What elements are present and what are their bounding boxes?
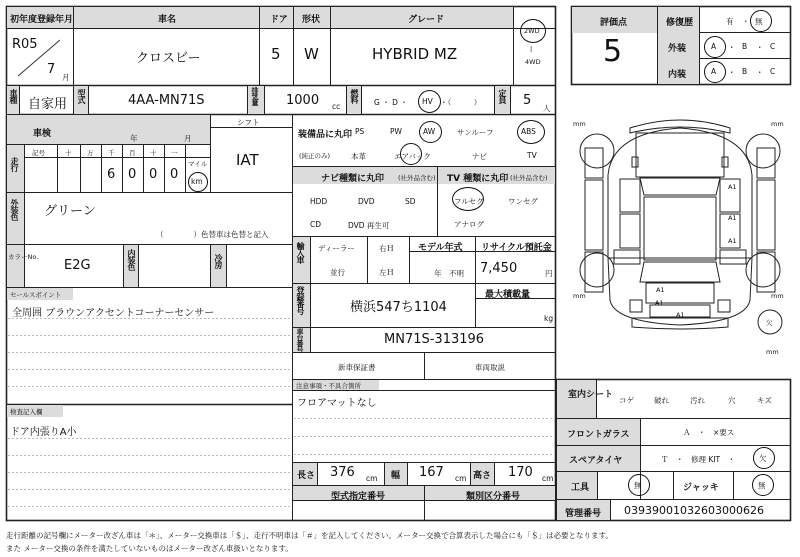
exterior-c: C [770,42,776,51]
registration-value: 横浜547ち1104 [350,300,447,315]
windshield-options: Ａ ・ ×要ス [683,428,735,437]
tv-sub: (社外品含む) [510,174,548,182]
model-value: 4AA-MN71S [128,93,205,108]
digit-header-1k: 千 [108,149,115,157]
damage-mark: A1 [728,183,737,191]
usage-label: 車種 [9,89,18,103]
windshield-label: フロントガラス [567,430,630,440]
kg-unit: kg [544,314,554,323]
capacity-label: 定員 [498,89,507,103]
damage-mark: A1 [728,237,737,245]
import-parallel: 並行 [330,268,345,277]
shape-label: 形状 [302,15,321,25]
type-cert-label: 型式指定番号 [331,492,386,502]
tread-mm: mm [766,348,779,356]
navi-cd: CD [310,220,322,229]
inspection-label: 車検 [33,129,52,139]
mileage-notation: 記号 [32,149,45,157]
km-unit: km [191,177,203,186]
inspector-text: ドア内張りA小 [10,427,77,438]
first-reg-month: 7 [47,62,56,77]
navi-label: ナビ種類に丸印 [321,174,385,184]
chassis-value: MN71S-313196 [384,332,485,347]
length-unit: cm [366,474,378,483]
tread-mm: mm [771,292,784,300]
door-label: ドア [270,15,288,25]
height-unit: cm [542,474,554,483]
grade-value: HYBRID MZ [372,45,458,63]
mileage-label: 走行 [10,157,19,171]
digit-header-10k: 万 [87,149,94,157]
caution-label: 注意事項・不具合箇所 [296,382,361,390]
inspection-month: 月 [184,134,192,143]
first-reg-label: 初年度登録年月 [10,15,74,25]
caution-text: フロアマットなし [297,398,377,409]
digit-header-100k: 十 [65,149,72,157]
width-label: 幅 [391,471,401,481]
cc-unit: cc [332,102,341,111]
tools-label: 工具 [571,483,590,493]
damage-mark: A1 [676,311,685,319]
equip-airbag: エアバック [394,152,431,161]
navi-sd: SD [405,197,416,206]
mileage-digit: 6 [107,167,116,182]
mileage-digit: 0 [149,167,158,182]
interior-b: B [742,67,748,76]
exterior-dot1: ・ [728,43,736,52]
equip-leather: 本革 [351,152,366,161]
interior-a: A [711,67,717,76]
recycle-label: リサイクル預託金 [481,243,552,253]
interior-dot2: ・ [756,68,764,77]
seat-hole: 穴 [728,396,736,405]
equipment-label: 装備品に丸印 [298,130,353,140]
tread-mm: mm [573,120,586,128]
score-label: 評価点 [600,18,628,28]
exterior-dot2: ・ [756,43,764,52]
tv-label: TV 種類に丸印 [447,174,509,184]
equip-pw: PW [390,127,402,136]
equip-ps: PS [355,127,365,136]
drive-2wd: 2WD [524,27,540,35]
displacement-value: 1000 [286,93,320,108]
fuel-label: 燃料 [350,89,359,103]
tv-fullseg: フルセグ [454,197,484,206]
exterior-grade-label: 外装 [668,44,687,54]
car-name: クロスビー [136,51,201,66]
spare-tire-label: スペアタイヤ [569,456,623,466]
repair-no: 無 [755,17,763,26]
month-unit: 月 [62,73,70,82]
equip-tv: TV [527,151,537,160]
mile-unit: マイル [188,160,208,168]
management-label: 管理番号 [565,509,602,519]
footer-note-1: 走行距離の記号欄にメーター改ざん車は「＊」、メーター交換車は「＄」、走行不明車は「＃」を記入してください。メーター交換で合算表示した場合にも「＄」は必要となります。 [6,531,613,540]
management-value: 03939001032603000626 [624,504,764,517]
class-code-label: 類別区分番号 [466,492,521,502]
car-name-label: 車名 [158,15,177,25]
tread-mm: mm [771,120,784,128]
equip-abs: ABS [521,127,536,136]
navi-dvd: DVD [358,197,375,206]
footer-note-2: また メーター交換の条件を満たしていないものはメーター改ざん車扱いとなります。 [6,544,293,553]
exterior-a: A [711,42,717,51]
displacement-label: 排気量 [251,87,259,105]
damage-mark: A1 [656,286,665,294]
import-dealer: ディーラー [318,244,355,253]
seat-scratch: キズ [757,396,772,405]
exterior-color-value: グリーン [44,204,96,219]
digit-header-100: 百 [129,149,136,157]
recycle-value: 7,450 [480,261,518,276]
seat-tear: 破れ [654,396,669,405]
exterior-color-label: 外装色 [10,199,19,220]
max-load-label: 最大積載量 [485,290,531,300]
digit-header-1: 一 [171,149,178,157]
ac-label: 冷房 [214,254,223,268]
repair-yes: 有 [726,17,734,26]
damage-mark: A1 [728,214,737,222]
model-year-value: 年 不明 [434,269,464,278]
length-label: 長さ [297,471,316,481]
color-no-value: E2G [64,258,91,273]
registration-label: 登録番号 [296,286,305,314]
seat-burn: コゲ [619,396,634,405]
exterior-b: B [742,42,748,51]
jack-label: ジャッキ [683,483,719,493]
navi-dvd-play: DVD 再生可 [348,221,390,230]
tv-analog: アナログ [454,220,484,229]
yen-unit: 円 [545,269,553,278]
new-car-warranty: 新車保証書 [338,363,376,372]
tread-mm: mm [573,292,586,300]
first-reg-year: R05 [12,37,38,52]
shift-label: シフト [237,118,260,127]
import-left-hand: 左Ｈ [379,268,394,277]
capacity-value: 5 [523,93,532,108]
import-label: 輸入車 [296,242,305,263]
tv-oneseg: ワンセグ [508,197,538,206]
fuel-options: G ・ D ・ [374,98,408,107]
shift-value: IAT [236,151,259,169]
seat-stain: 汚れ [690,396,705,405]
car-diagram [580,120,782,334]
fuel-selected: HV [422,97,433,106]
vehicle-manual: 車両取説 [475,363,505,372]
spare-options: Ｔ ・ 修理 KIT ・ [661,455,736,464]
damage-mark: A1 [655,299,664,307]
mileage-digit: 0 [128,167,137,182]
height-label: 高さ [473,471,492,481]
repair-label: 修復歴 [666,18,694,28]
equip-navi: ナビ [472,152,487,161]
color-change-note: （ ）色替車は色替と記入 [156,230,269,239]
inspection-year: 年 [130,134,138,143]
inspector-label: 検査記入欄 [10,408,43,416]
jack-selected: 無 [758,481,766,490]
length-value: 376 [330,465,355,480]
spare-selected: 欠 [759,454,767,463]
score-value: 5 [603,34,623,69]
chassis-label: 車台番号 [296,328,304,352]
equip-sunroof: サンルーフ [457,128,494,137]
width-unit: cm [455,474,467,483]
width-value: 167 [419,465,444,480]
body-shape: W [304,45,319,63]
sales-point-text: 全周囲 ブラウンアクセントコーナーセンサー [12,308,215,319]
model-label: 型式 [77,89,86,103]
repair-dot: ・ [742,17,750,26]
height-value: 170 [508,465,533,480]
door-count: 5 [271,45,281,63]
sales-point-label: セールスポイント [10,291,62,299]
interior-dot1: ・ [728,68,736,77]
fuel-other: ・（ ） [440,98,482,107]
import-right-hand: 右Ｈ [379,244,394,253]
mileage-digit: 0 [170,167,179,182]
grade-label: グレード [408,15,445,25]
navi-hdd: HDD [310,197,328,206]
tools-selected: 無 [634,481,642,490]
interior-grade-label: 内装 [668,70,687,80]
navi-sub: (社外品含む) [398,174,436,182]
color-no-label: カラーNo. [8,253,39,261]
seat-label: 室内シート [568,390,614,400]
model-year-label: モデル年式 [418,243,463,253]
usage-value: 自家用 [28,97,68,112]
interior-c: C [770,67,776,76]
equip-aw: AW [423,127,436,136]
digit-header-10: 十 [150,149,157,157]
spare-missing-mark: 欠 [766,319,773,327]
equipment-sublabel: (純正のみ) [299,152,331,160]
interior-color-label: 内装色 [127,249,136,270]
drive-4wd: 4WD [525,58,541,66]
person-unit: 人 [543,104,551,113]
